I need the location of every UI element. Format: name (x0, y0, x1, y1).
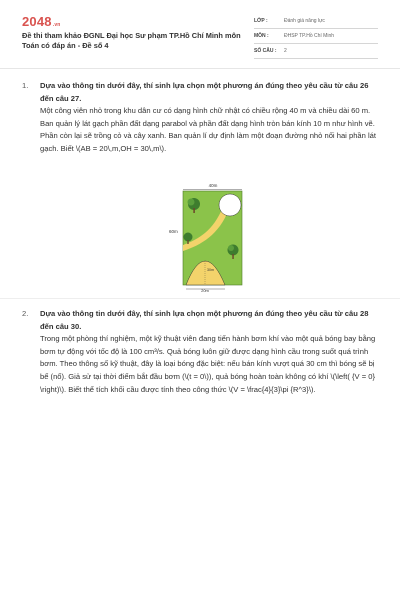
meta-value: Đánh giá năng lực (284, 18, 325, 24)
logo-text: 2048 (22, 14, 52, 29)
meta-label: SỐ CÂU : (254, 48, 277, 54)
question-divider (0, 298, 400, 299)
header (0, 0, 400, 68)
site-logo[interactable] (22, 14, 61, 29)
meta-value: 2 (284, 48, 287, 54)
park-diagram (169, 183, 251, 293)
meta-row-count (254, 44, 378, 59)
meta-row-subject (254, 29, 378, 44)
question-body (40, 80, 384, 156)
question-body (40, 308, 384, 396)
circle-area (219, 194, 241, 216)
meta-label: LỚP : (254, 18, 268, 24)
meta-table (254, 14, 378, 59)
meta-row-class (254, 14, 378, 29)
question-number: 1. (22, 81, 29, 90)
base-label: 20m (201, 288, 209, 293)
logo-suffix: .vn (52, 22, 61, 28)
question-number: 2. (22, 309, 29, 318)
question-heading: Dựa vào thông tin dưới đây, thí sinh lựa chọn một phương án đúng theo yêu cầu từ câu 26 đến câu 27. (40, 81, 369, 103)
meta-label: MÔN : (254, 33, 269, 39)
meta-value: ĐHSP TP.Hồ Chí Minh (284, 33, 335, 39)
park-figure (169, 183, 251, 293)
height-label: 60m (169, 229, 178, 234)
parabola-height-label: 30m (207, 268, 214, 272)
question-text: Trong một phòng thí nghiệm, một kỹ thuật viên đang tiến hành bơm khí vào một quả bóng bay bằng bơm tự động với tốc độ là 100 cm³/s. Quả bóng luôn giữ được dạng hình cầu trong suốt quá trình bơm. Theo thông số kỹ thuật, đây là loại bóng đặc biệt: nếu bán kính vượt quá 30 cm thì bóng sẽ bị bể (nổ). Giả sử tại thời điểm bắt đầu bơm (\(t = 0\)), quả bóng hoàn toàn không có khí \(\left( {V = 0} \right)\). Biết thể tích khối cầu được tính theo công thức \(V = \frac{4}{3}\pi {R^3}\). (40, 334, 376, 394)
question-text: Một công viên nhỏ trong khu dân cư có dạng hình chữ nhật có chiều rộng 40 m và chiều dài 60 m. Ban quản lý lát gạch phần đất dạng parabol và phần đất dạng hình tròn bán kính 10 m như hình vẽ. Phần còn lại sẽ trồng cỏ và cây xanh. Ban quản lí dự định làm một đoạn đường nhỏ nối hai phần lát gạch. Biết \(AB = 20\,m,OH = 30\,m\). (40, 106, 376, 153)
question-heading: Dựa vào thông tin dưới đây, thí sinh lựa chọn một phương án đúng theo yêu cầu từ câu 28 đến câu 30. (40, 309, 369, 331)
header-divider (0, 68, 400, 69)
page-title: Đề thi tham khảo ĐGNL Đại học Sư phạm TP.Hồ Chí Minh môn Toán có đáp án - Đề số 4 (22, 31, 241, 50)
width-label: 40m (208, 183, 218, 188)
